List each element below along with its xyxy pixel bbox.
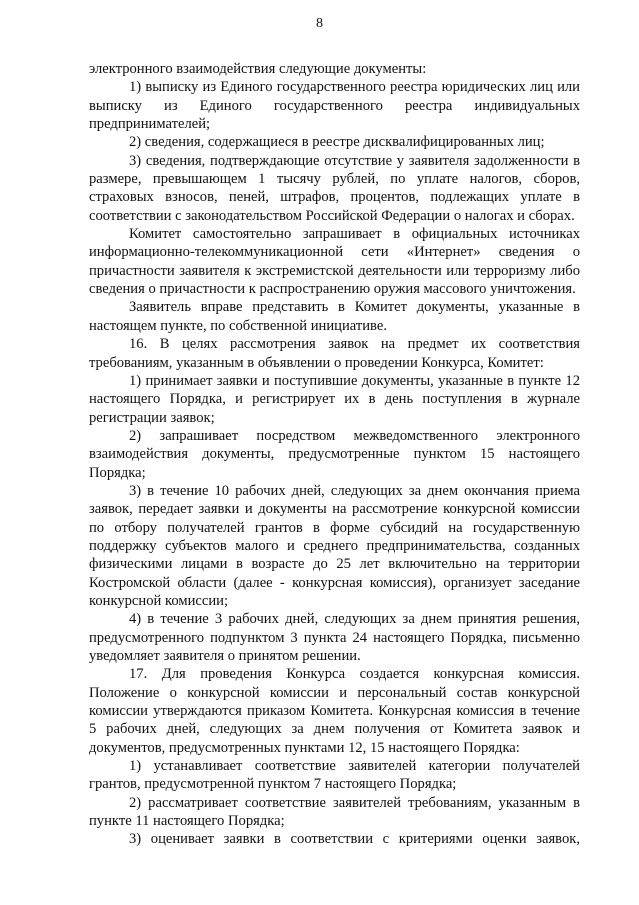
clause-16-item-1: 1) принимает заявки и поступившие документы, указанные в пункте 12 настоящего Порядка, и регистрирует их в день поступления в журнале регистрации заявок; (89, 372, 580, 426)
page-number: 8 (316, 16, 323, 31)
paragraph-continuation: электронного взаимодействия следующие документы: (89, 61, 427, 77)
clause-16-item-3: 3) в течение 10 рабочих дней, следующих за днем окончания приема заявок, передает заявки и документы на рассмотрение конкурсной комиссии по отбору получателей грантов в форме субсидий на государственную поддержку субъектов малого и среднего предпринимательства, созданных физическими лицами в возрасте до 25 лет включительно на территории Костромской области (далее - конкурсная комиссия), организует заседание конкурсной комиссии; (89, 482, 580, 609)
clause-17: 17. Для проведения Конкурса создается конкурсная комиссия. Положение о конкурсной комиссии и персональный состав конкурсной комиссии утверждаются приказом Комитета. Конкурсная комиссия в течение 5 рабочих дней, следующих за днем получения от Комитета заявок и документов, предусмотренных пунктами 12, 15 настоящего Порядка: (89, 666, 580, 756)
paragraph-committee-requests: Комитет самостоятельно запрашивает в официальных источниках информационно-телекоммуникационной сети «Интернет» сведения о причастности заявителя к экстремистской деятельности или терроризму либо сведения о причастности к распространению оружия массового уничтожения. (89, 226, 580, 298)
clause-17-item-2: 2) рассматривает соответствие заявителей требованиям, указанным в пункте 11 настоящего Порядка; (89, 794, 580, 830)
list-item-disqualified-registry: 2) сведения, содержащиеся в реестре дисквалифицированных лиц; (129, 134, 545, 151)
clause-17-item-1: 1) устанавливает соответствие заявителей категории получателей грантов, предусмотренной пунктом 7 настоящего Порядка; (89, 758, 580, 793)
clause-16-item-2: 2) запрашивает посредством межведомственного электронного взаимодействия документы, предусмотренные пунктом 15 настоящего Порядка; (89, 427, 580, 481)
paragraph-applicant-right: Заявитель вправе представить в Комитет документы, указанные в настоящем пункте, по собственной инициативе. (89, 299, 580, 334)
document-body (89, 60, 580, 849)
list-item-no-debt: 3) сведения, подтверждающие отсутствие у заявителя задолженности в размере, превышающем 1 тысячу рублей, по уплате налогов, сборов, страховых взносов, пеней, штрафов, процентов, подлежащих уплате в соответствии с законодательством Российской Федерации о налогах и сборах. (89, 152, 580, 224)
clause-16-item-4: 4) в течение 3 рабочих дней, следующих за днем принятия решения, предусмотренного подпунктом 3 пункта 24 настоящего Порядка, письменно уведомляет заявителя о принятом решении. (89, 611, 580, 664)
clause-17-item-3: 3) оценивает заявки в соответствии с критериями оценки заявок, (129, 831, 580, 848)
clause-16: 16. В целях рассмотрения заявок на предмет их соответствия требованиям, указанным в объявлении о проведении Конкурса, Комитет: (89, 336, 580, 371)
list-item-egrul-extract: 1) выписку из Единого государственного реестра юридических лиц или выписку из Единого государственного реестра индивидуальных предпринимателей; (89, 79, 580, 133)
